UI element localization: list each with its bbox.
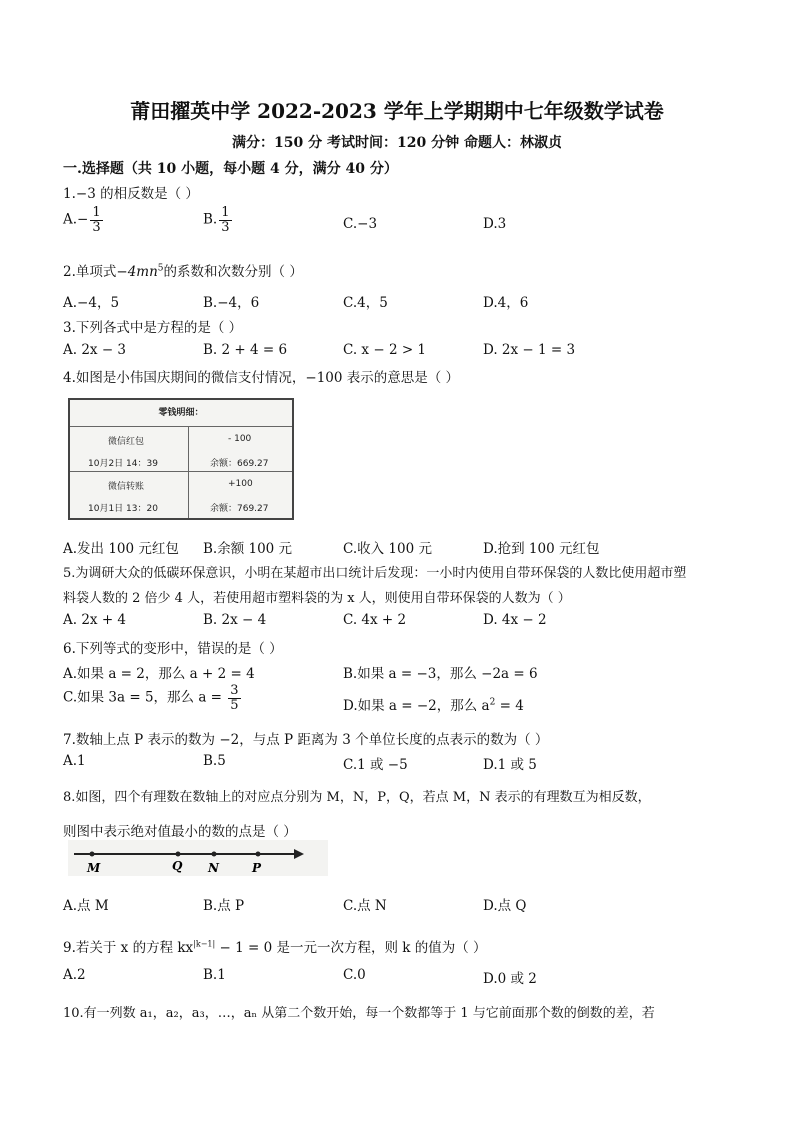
q2-option-c[interactable]: C.4，5 xyxy=(343,295,388,311)
q5-option-a[interactable]: A. 2x + 4 xyxy=(63,612,127,628)
q9-option-a[interactable]: A.2 xyxy=(63,967,86,983)
q9-option-b[interactable]: B.1 xyxy=(203,967,226,983)
q1-option-a[interactable]: A.− $\frac{1}{3}$ xyxy=(63,205,101,235)
q4-option-c[interactable]: C.收入 100 元 xyxy=(343,541,432,557)
fraction: $\frac{1}{3}$ xyxy=(92,205,101,235)
q2-option-b[interactable]: B.−4，6 xyxy=(203,295,260,311)
q8-option-b[interactable]: B.点 P xyxy=(203,898,245,914)
r1-left-top: 微信红包 xyxy=(108,437,145,447)
q4-option-d[interactable]: D.抢到 100 元红包 xyxy=(483,541,600,557)
point-q-label: Q xyxy=(172,859,183,873)
question-8-line1: 8.如图，四个有理数在数轴上的对应点分别为 M，N，P，Q，若点 M，N 表示的有理数互为相反数， xyxy=(63,790,651,805)
question-10-line1: 10.有一列数 a₁，a₂，a₃，…，aₙ 从第二个数开始，每一个数都等于 1 与它前面那个数的倒数的差，若 xyxy=(63,1006,655,1021)
question-8-line2: 则图中表示绝对值最小的数的点是（ ） xyxy=(63,824,297,840)
q2-option-d[interactable]: D.4，6 xyxy=(483,295,529,311)
q7-option-b[interactable]: B.5 xyxy=(203,753,226,769)
q7-option-a[interactable]: A.1 xyxy=(63,753,86,769)
exam-info: 满分：150 分 考试时间：120 分钟 命题人：林淑贞 xyxy=(232,135,562,151)
q3-option-d[interactable]: D. 2x − 1 = 3 xyxy=(483,342,576,358)
q3-option-a[interactable]: A. 2x − 3 xyxy=(63,342,127,358)
q9-option-c[interactable]: C.0 xyxy=(343,967,366,983)
question-3-stem: 3.下列各式中是方程的是（ ） xyxy=(63,320,243,336)
q5-option-b[interactable]: B. 2x − 4 xyxy=(203,612,267,628)
q8-option-d[interactable]: D.点 Q xyxy=(483,898,527,914)
q3-option-c[interactable]: C. x − 2 > 1 xyxy=(343,342,427,358)
q2-option-a[interactable]: A.−4，5 xyxy=(63,295,120,311)
question-9-stem: 9.若关于 x 的方程 $kx^{|k-1|} - 1 = 0$ 是一元一次方程，则 k 的值为（ ） xyxy=(63,939,487,956)
q1-option-b[interactable]: B. $\frac{1}{3}$ xyxy=(203,205,230,235)
q1-option-c[interactable]: C.−3 xyxy=(343,216,378,232)
q4-option-a[interactable]: A.发出 100 元红包 xyxy=(63,541,179,557)
fraction: $\frac{1}{3}$ xyxy=(221,205,230,235)
r1-right-top: - 100 xyxy=(228,434,252,444)
question-1-stem: 1.−3 的相反数是（ ） xyxy=(63,186,199,202)
q3-option-b[interactable]: B. 2 + 4 = 6 xyxy=(203,342,288,358)
table-heading: 零钱明细： xyxy=(70,400,292,427)
q7-option-d[interactable]: D.1 或 5 xyxy=(483,757,537,773)
q7-option-c[interactable]: C.1 或 −5 xyxy=(343,757,408,773)
section-heading: 一.选择题（共 10 小题，每小题 4 分，满分 40 分） xyxy=(63,161,398,177)
question-2-stem: 2.单项式$-4mn^5$的系数和次数分别（ ） xyxy=(63,263,303,280)
fraction: $\frac{3}{5}$ xyxy=(230,683,239,713)
question-5-line1: 5.为调研大众的低碳环保意识，小明在某超市出口统计后发现：一小时内使用自带环保袋的人数比使用超市塑 xyxy=(63,566,687,581)
q5-option-c[interactable]: C. 4x + 2 xyxy=(343,612,407,628)
point-n-label: N xyxy=(208,861,219,875)
q9-option-d[interactable]: D.0 或 2 xyxy=(483,971,537,987)
q8-option-a[interactable]: A.点 M xyxy=(63,898,109,914)
r1-left-bottom: 10月2日 14：39 xyxy=(88,459,158,469)
q6-option-b[interactable]: B.如果 a = −3，那么 −2a = 6 xyxy=(343,666,538,682)
q1-option-d[interactable]: D.3 xyxy=(483,216,507,232)
q6-option-c[interactable]: C.如果 3a = 5，那么 a = $\frac{3}{5}$ xyxy=(63,683,239,713)
q6-option-a[interactable]: A.如果 a = 2，那么 a + 2 = 4 xyxy=(63,666,255,682)
r1-right-bottom: 余额：669.27 xyxy=(210,459,269,469)
page-title: 莆田擢英中学 2022-2023 学年上学期期中七年级数学试卷 xyxy=(130,99,664,123)
q4-option-b[interactable]: B.余额 100 元 xyxy=(203,541,293,557)
wechat-payment-table xyxy=(68,398,294,520)
number-line-figure xyxy=(68,840,328,876)
r2-left-bottom: 10月1日 13：20 xyxy=(88,504,158,514)
q8-option-c[interactable]: C.点 N xyxy=(343,898,387,914)
q5-option-d[interactable]: D. 4x − 2 xyxy=(483,612,547,628)
r2-left-top: 微信转账 xyxy=(108,482,145,492)
question-4-stem: 4.如图是小伟国庆期间的微信支付情况，−100 表示的意思是（ ） xyxy=(63,370,460,386)
point-m-label: M xyxy=(87,861,101,875)
q6-option-d[interactable]: D.如果 a = −2，那么 $a^2 = 4$ xyxy=(343,697,524,714)
point-p-label: P xyxy=(252,861,262,875)
question-7-stem: 7.数轴上点 P 表示的数为 −2，与点 P 距离为 3 个单位长度的点表示的数为（ ） xyxy=(63,732,549,748)
question-6-stem: 6.下列等式的变形中，错误的是（ ） xyxy=(63,641,283,657)
question-5-line2: 料袋人数的 2 倍少 4 人，若使用超市塑料袋的为 x 人，则使用自带环保袋的人数为（ ） xyxy=(63,591,571,606)
r2-right-bottom: 余额：769.27 xyxy=(210,504,269,514)
r2-right-top: +100 xyxy=(228,479,253,489)
